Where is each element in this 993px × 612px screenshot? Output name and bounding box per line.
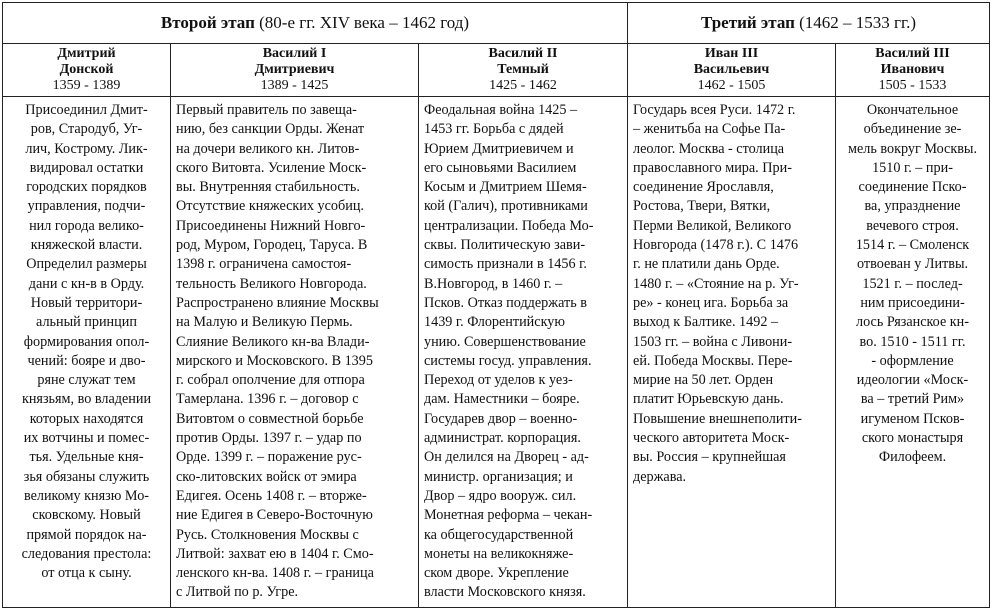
text-line: – женитьба на Софье Па- bbox=[633, 121, 786, 138]
text-line: княжеской власти. bbox=[30, 237, 143, 254]
ruler-years: 1462 - 1505 bbox=[697, 78, 766, 93]
text-line: соединение Ярославля, bbox=[633, 179, 774, 196]
text-line: городских порядков bbox=[26, 179, 147, 196]
ruler-header-ivan-3 bbox=[628, 44, 836, 97]
text-line: Тамерлана. 1396 г. – договор с bbox=[176, 391, 359, 408]
text-line: г. не платили дань Орде. bbox=[633, 256, 780, 273]
ruler-name-line: Василий I bbox=[262, 46, 327, 61]
text-line: 1398 г. ограничена самостоя- bbox=[176, 256, 352, 273]
text-line: формирования опол- bbox=[23, 333, 150, 350]
text-line: Переход от уделов к уез- bbox=[424, 372, 573, 389]
text-line: 1521 г. – послед- bbox=[862, 275, 963, 292]
text-line: платит Юрьевскую дань. bbox=[633, 391, 784, 408]
text-line: на дочери великого кн. Литов- bbox=[176, 140, 360, 157]
text-line: Государев двор – военно- bbox=[424, 410, 578, 427]
text-line: ряне служат тем bbox=[37, 372, 136, 389]
text-line: ческого авторитета Моск- bbox=[633, 430, 790, 447]
text-line: симость признали в 1456 г. bbox=[424, 256, 587, 273]
text-line: Юрием Дмитриевичем и bbox=[424, 140, 574, 157]
text-line: во. 1510 - 1511 гг. bbox=[859, 333, 966, 350]
text-line: Присоединил Дмит- bbox=[25, 102, 148, 118]
text-line: унию. Совершенствование bbox=[424, 333, 586, 350]
text-line: ского монастыря bbox=[861, 430, 964, 447]
ruler-name-line: Дмитриевич bbox=[254, 62, 335, 77]
text-line: с Литвой по р. Угре. bbox=[176, 584, 299, 601]
text-line: игуменом Псков- bbox=[860, 410, 965, 427]
text-line: их вотчины и помес- bbox=[23, 430, 150, 447]
text-line: чений: бояре и дво- bbox=[27, 352, 146, 369]
text-line: Новгорода (1478 г.). С 1476 bbox=[633, 237, 799, 254]
text-line: Косым и Дмитрием Шемя- bbox=[424, 179, 587, 196]
text-line: от отца к сыну. bbox=[41, 565, 132, 582]
text-line: тья. Удельные кня- bbox=[29, 449, 144, 466]
text-line: Повышение внешнеполити- bbox=[633, 410, 802, 427]
text-line: кой (Галич), противниками bbox=[424, 198, 588, 215]
text-line: Государь всея Руси. 1472 г. bbox=[633, 102, 796, 118]
stage-2-title: Второй этап bbox=[160, 13, 255, 32]
text-line: 1480 г. – «Стояние на р. Уг- bbox=[633, 275, 799, 292]
text-line: 1439 г. Флорентийскую bbox=[424, 314, 565, 331]
text-line: В.Новгород, в 1460 г. – bbox=[424, 275, 563, 292]
text-line: сковскому. Новый bbox=[32, 507, 141, 524]
text-line: ва, упразднение bbox=[864, 198, 961, 215]
text-line: ров, Стародуб, Уг- bbox=[30, 121, 143, 138]
ruler-text-vasily-3 bbox=[836, 97, 990, 608]
text-line: Новый территори- bbox=[30, 294, 143, 311]
ruler-years: 1389 - 1425 bbox=[260, 78, 329, 93]
text-line: Русь. Столкновения Москвы с bbox=[176, 526, 359, 543]
stage-2-header bbox=[3, 3, 628, 44]
text-line: Окончательное bbox=[866, 102, 959, 118]
text-line: тельность Великого Новгорода. bbox=[176, 275, 367, 292]
text-line: Литвой: захват ею в 1404 г. Смо- bbox=[176, 545, 374, 562]
text-line: г. собрал ополчение для отпора bbox=[176, 372, 365, 389]
ruler-name-line: Василий III bbox=[875, 46, 950, 61]
text-line: Псков. Отказ поддержать в bbox=[424, 294, 587, 311]
text-line: Слияние Великого кн-ва Влади- bbox=[176, 333, 370, 350]
text-line: вечевого строя. bbox=[866, 217, 959, 234]
ruler-text-dmitry bbox=[3, 97, 171, 608]
text-line: - оформление bbox=[871, 352, 954, 369]
text-line: православного мира. При- bbox=[633, 159, 792, 176]
text-line: Он делился на Дворец - ад- bbox=[424, 449, 589, 466]
text-line: вы. Внутренняя стабильность. bbox=[176, 179, 360, 196]
text-line: против Орды. 1397 г. – удар по bbox=[176, 430, 362, 447]
ruler-header-dmitry bbox=[3, 44, 171, 97]
ruler-name-line: Дмитрий bbox=[57, 46, 116, 61]
text-line: объединение зе- bbox=[863, 121, 962, 138]
text-line: князьям, во владении bbox=[21, 391, 152, 408]
text-line: централизации. Победа Мо- bbox=[424, 217, 594, 234]
ruler-header-vasily-3 bbox=[836, 44, 990, 97]
text-line: идеологии «Моск- bbox=[856, 372, 969, 389]
ruler-text-vasily-2 bbox=[419, 97, 628, 608]
text-line: которых находятся bbox=[29, 410, 144, 427]
text-line: соединение Пско- bbox=[858, 179, 967, 196]
text-line: Отсутствие княжеских усобиц. bbox=[176, 198, 364, 215]
text-line: министр. организация; и bbox=[424, 468, 573, 485]
text-line: дани с кн-в в Орду. bbox=[28, 275, 145, 292]
text-line: на Малую и Великую Пермь. bbox=[176, 314, 353, 331]
ruler-name-line: Василий II bbox=[488, 46, 558, 61]
text-line: Перми Великой, Великого bbox=[633, 217, 792, 234]
text-line: лич, Кострому. Лик- bbox=[25, 140, 148, 157]
text-line: держава. bbox=[633, 468, 687, 485]
ruler-name-line: Темный bbox=[497, 62, 549, 77]
stage-2-period: (80-е гг. XIV века – 1462 год) bbox=[259, 13, 470, 32]
text-line: род, Муром, Городец, Таруса. В bbox=[176, 237, 368, 254]
ruler-text-ivan-3 bbox=[628, 97, 836, 608]
text-line: Первый правитель по завеща- bbox=[176, 102, 357, 118]
text-line: выход к Балтике. 1492 – bbox=[633, 314, 779, 331]
text-line: Филофеем. bbox=[878, 449, 947, 466]
history-table bbox=[2, 2, 990, 608]
text-line: Определил размеры bbox=[26, 256, 147, 273]
text-line: ского Витовта. Усиление Моск- bbox=[176, 159, 367, 176]
text-line: Двор – ядро вооруж. сил. bbox=[424, 487, 577, 504]
text-line: администрат. корпорация. bbox=[424, 430, 581, 447]
text-line: власти Московского князя. bbox=[424, 584, 586, 601]
text-line: Витовтом о совместной борьбе bbox=[176, 410, 364, 427]
ruler-header-vasily-1 bbox=[171, 44, 419, 97]
text-line: ском дворе. Укрепление bbox=[424, 565, 569, 582]
stage-3-period: (1462 – 1533 гг.) bbox=[799, 13, 916, 32]
text-line: леолог. Москва - столица bbox=[633, 140, 785, 157]
text-line: ско-литовских войск от эмира bbox=[176, 468, 357, 485]
ruler-name-line: Иван III bbox=[704, 46, 759, 61]
text-line: ним присоедини- bbox=[860, 294, 965, 311]
text-line: 1453 гг. Борьба с дядей bbox=[424, 121, 564, 138]
text-line: мель вокруг Москвы. bbox=[848, 140, 978, 157]
stage-3-title: Третий этап bbox=[701, 13, 795, 32]
text-line: вы. Россия – крупнейшая bbox=[633, 449, 786, 466]
text-line: ре» - конец ига. Борьба за bbox=[633, 294, 789, 311]
text-line: великому князю Мо- bbox=[23, 487, 150, 504]
text-line: Распространено влияние Москвы bbox=[176, 294, 379, 311]
text-line: системы госуд. управления. bbox=[424, 352, 592, 369]
text-line: прямой порядок на- bbox=[26, 526, 147, 543]
text-line: монеты на великокняже- bbox=[424, 545, 574, 562]
text-line: отвоеван у Литвы. bbox=[856, 256, 969, 273]
ruler-years: 1359 - 1389 bbox=[52, 78, 121, 93]
text-line: Ростова, Твери, Вятки, bbox=[633, 198, 771, 215]
text-line: следования престола: bbox=[21, 545, 152, 562]
text-line: видировал остатки bbox=[29, 159, 144, 176]
ruler-years: 1505 - 1533 bbox=[878, 78, 947, 93]
ruler-name-line: Иванович bbox=[880, 62, 945, 77]
text-line: ей. Победа Москвы. Пере- bbox=[633, 352, 793, 369]
text-line: ва – третий Рим» bbox=[860, 391, 965, 408]
text-line: Феодальная война 1425 – bbox=[424, 102, 578, 118]
ruler-name-line: Донской bbox=[59, 62, 114, 77]
stage-3-header bbox=[628, 3, 990, 44]
text-line: его сыновьями Василием bbox=[424, 159, 577, 176]
text-line: ние Едигея в Северо-Восточную bbox=[176, 507, 373, 524]
text-line: мирского и Московского. В 1395 bbox=[176, 352, 373, 369]
text-line: управления, подчи- bbox=[27, 198, 146, 215]
text-line: 1510 г. – при- bbox=[872, 159, 953, 176]
text-line: мирие на 50 лет. Орден bbox=[633, 372, 774, 389]
ruler-name-line: Васильевич bbox=[693, 62, 770, 77]
text-line: дам. Наместники – бояре. bbox=[424, 391, 580, 408]
text-line: альный принцип bbox=[36, 314, 137, 331]
text-line: лось Рязанское кн- bbox=[856, 314, 970, 331]
text-line: Монетная реформа – чекан- bbox=[424, 507, 593, 524]
text-line: 1514 г. – Смоленск bbox=[855, 237, 970, 254]
text-line: сквы. Политическую зави- bbox=[424, 237, 586, 254]
text-line: нию, без санкции Орды. Женат bbox=[176, 121, 365, 138]
text-line: ленского кн-ва. 1408 г. – граница bbox=[176, 565, 374, 582]
text-line: ка общегосударственной bbox=[424, 526, 574, 543]
text-line: нил города велико- bbox=[29, 217, 144, 234]
text-line: Присоединены Нижний Новго- bbox=[176, 217, 366, 234]
text-line: Едигея. Осень 1408 г. – вторже- bbox=[176, 487, 367, 504]
ruler-years: 1425 - 1462 bbox=[489, 78, 557, 93]
text-line: зья обязаны служить bbox=[23, 468, 150, 485]
ruler-header-vasily-2 bbox=[419, 44, 628, 97]
ruler-text-vasily-1 bbox=[171, 97, 419, 608]
text-line: Орде. 1399 г. – поражение рус- bbox=[176, 449, 362, 466]
text-line: 1503 гг. – война с Ливони- bbox=[633, 333, 793, 350]
